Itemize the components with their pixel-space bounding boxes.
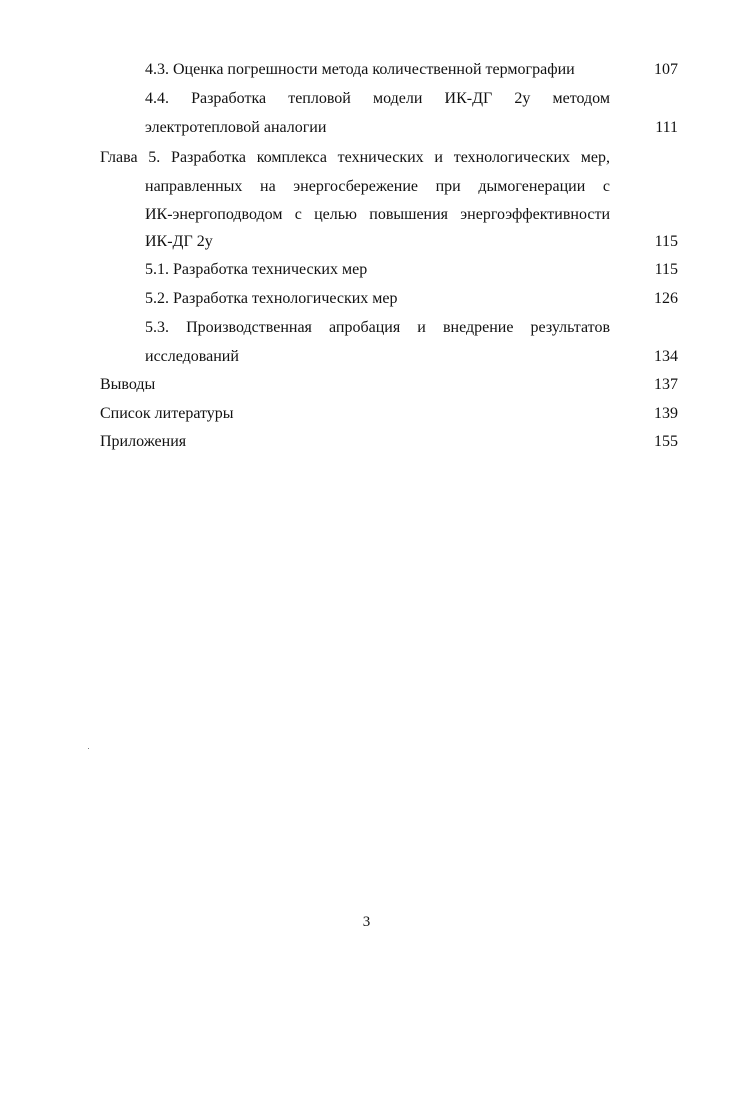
- toc-entry-chapter-5-title-line-3: ИК-энергоподводом с целью повышения энергоэффективности: [145, 206, 610, 223]
- page-number: 3: [362, 914, 371, 930]
- toc-entry-5-3-title-line-2: исследований: [145, 348, 239, 365]
- toc-entry-references-title: Список литературы: [100, 405, 234, 422]
- toc-entry-conclusions-title: Выводы: [100, 376, 156, 393]
- toc-entry-references-page: 139: [654, 405, 678, 422]
- toc-entry-4-3-page: 107: [654, 61, 678, 78]
- toc-entry-5-1-title: 5.1. Разработка технических мер: [145, 261, 368, 278]
- toc-entry-5-2-title: 5.2. Разработка технологических мер: [145, 290, 398, 307]
- toc-entry-4-4-page: 111: [655, 119, 678, 136]
- toc-entry-5-3-page: 134: [654, 348, 678, 365]
- toc-entry-chapter-5-page: 115: [654, 233, 678, 250]
- toc-entry-4-4-title-line-2: электротепловой аналогии: [145, 119, 327, 136]
- toc-entry-4-3-title: 4.3. Оценка погрешности метода количественной термографии: [145, 61, 575, 78]
- toc-entry-chapter-5-title-line-1: Глава 5. Разработка комплекса технических и технологических мер,: [100, 149, 610, 166]
- toc-entry-chapter-5-title-line-2: направленных на энергосбережение при дымогенерации с: [145, 178, 610, 195]
- toc-entry-4-4-title-line-1: 4.4. Разработка тепловой модели ИК-ДГ 2у методом: [145, 90, 610, 107]
- toc-entry-chapter-5-title-line-4: ИК-ДГ 2у: [145, 233, 213, 250]
- toc-entry-conclusions-page: 137: [654, 376, 678, 393]
- toc-entry-appendices-page: 155: [654, 433, 678, 450]
- toc-entry-5-2-page: 126: [654, 290, 678, 307]
- scan-speck: [88, 748, 89, 749]
- toc-entry-5-3-title-line-1: 5.3. Производственная апробация и внедрение результатов: [145, 319, 610, 336]
- toc-entry-appendices-title: Приложения: [100, 433, 187, 450]
- toc-entry-5-1-page: 115: [654, 261, 678, 278]
